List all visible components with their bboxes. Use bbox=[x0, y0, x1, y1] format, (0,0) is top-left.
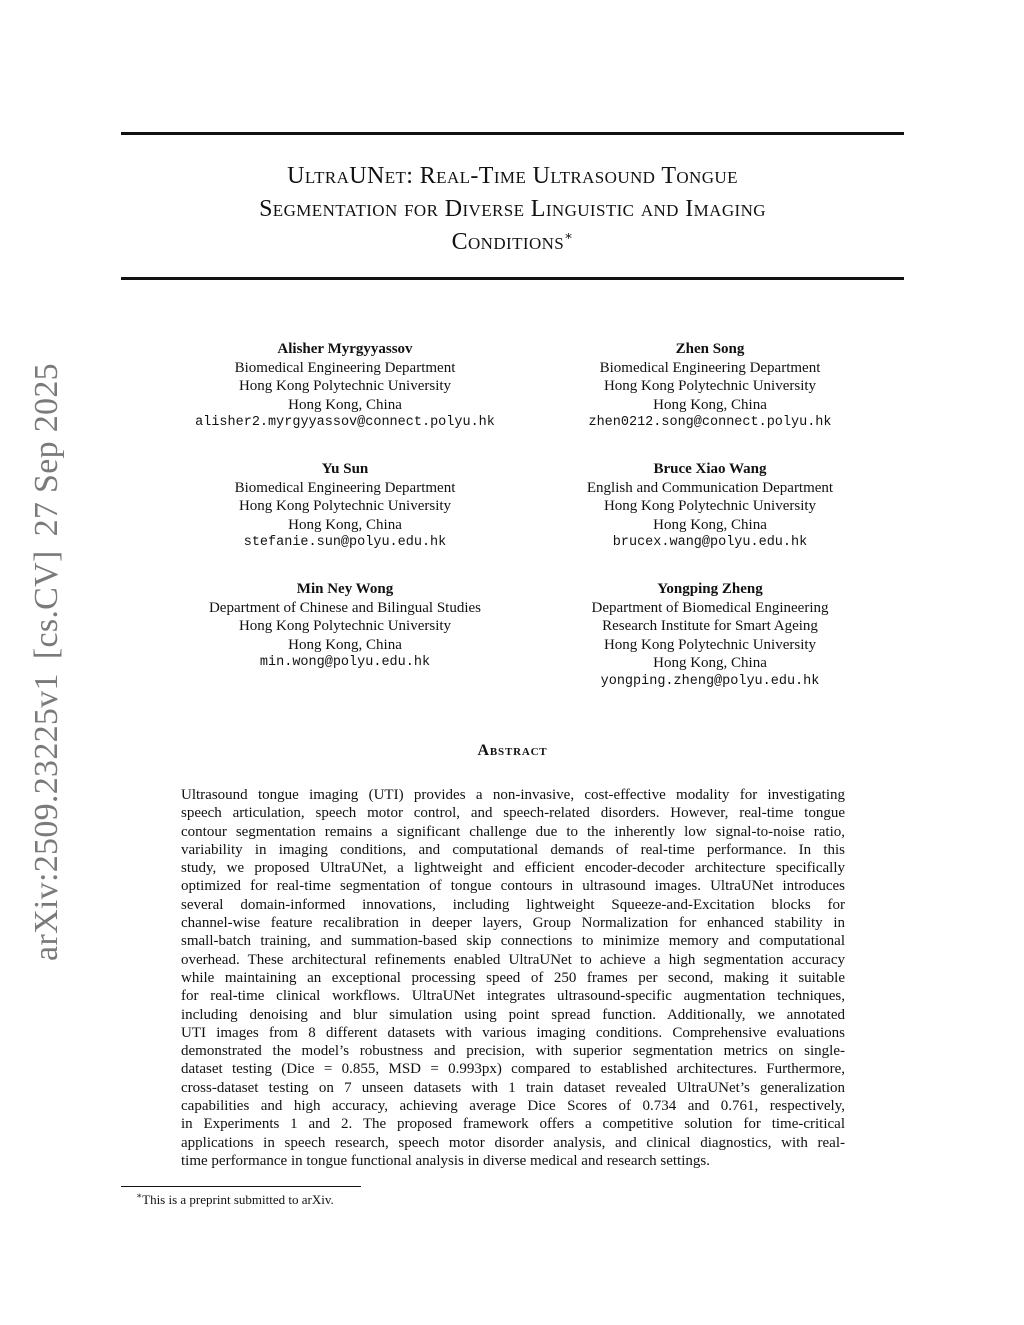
arxiv-sidebar-stamp bbox=[28, 363, 66, 961]
footnote-mark: ∗ bbox=[136, 1190, 143, 1201]
abstract-line: study, we proposed UltraUNet, a lightweight and efficient encoder-decoder architecture specifically bbox=[181, 860, 845, 877]
abstract-line: cross-dataset testing on 7 unseen datasets with 1 train dataset revealed UltraUNet’s generalization bbox=[181, 1079, 845, 1096]
author-block bbox=[500, 580, 920, 691]
paper-title bbox=[121, 160, 904, 259]
abstract-line: contour segmentation remains a significant challenge due to the inherently low signal-to-noise ratio, bbox=[181, 823, 845, 840]
author-block bbox=[135, 460, 555, 553]
title-line-3-text: Conditions bbox=[451, 229, 565, 255]
author-affiliation: Department of Biomedical Engineering bbox=[591, 599, 829, 616]
author-affiliation: Hong Kong, China bbox=[288, 516, 402, 533]
author-affiliation: Hong Kong Polytechnic University bbox=[238, 618, 452, 634]
abstract-line: for real-time clinical workflows. UltraUNet integrates ultrasound-specific augmentation techniques, bbox=[181, 988, 845, 1005]
author-email: yongping.zheng@polyu.edu.hk bbox=[600, 673, 820, 689]
abstract-line: overhead. These architectural refinements enabled UltraUNet to achieve a high segmentation accuracy bbox=[181, 951, 845, 968]
abstract-line: optimized for real-time segmentation of tongue contours in ultrasound images. UltraUNet introduces bbox=[181, 878, 845, 895]
abstract-line: including denoising and blur simulation using point spread function. Additionally, we annotated bbox=[181, 1006, 845, 1023]
abstract-line: several domain-informed innovations, including lightweight Squeeze-and-Excitation blocks for bbox=[181, 896, 845, 913]
title-line-1: UltraUNet: Real-Time Ultrasound Tongue bbox=[287, 163, 738, 189]
author-email: alisher2.myrgyyassov@connect.polyu.hk bbox=[195, 415, 495, 430]
abstract-line: speech articulation, speech motor control, and speech-related disorders. However, real-time tongue bbox=[181, 805, 845, 822]
author-affiliation: Biomedical Engineering Department bbox=[599, 359, 821, 376]
arxiv-date: 27 Sep 2025 bbox=[28, 363, 65, 537]
abstract-line: in Experiments 1 and 2. The proposed framework offers a competitive solution for time-critical bbox=[181, 1116, 845, 1133]
abstract-line: capabilities and high accuracy, achieving average Dice Scores of 0.734 and 0.761, respectively, bbox=[181, 1098, 845, 1115]
author-email: stefanie.sun@polyu.edu.hk bbox=[243, 535, 447, 550]
author-affiliation: Biomedical Engineering Department bbox=[234, 479, 456, 496]
footnote-text: This is a preprint submitted to arXiv. bbox=[142, 1192, 334, 1207]
author-block bbox=[500, 340, 920, 433]
author-affiliation: Hong Kong Polytechnic University bbox=[238, 498, 452, 514]
footnote-rule bbox=[121, 1186, 361, 1187]
author-affiliation: Hong Kong, China bbox=[653, 655, 767, 671]
author-name: Alisher Myrgyyassov bbox=[277, 341, 413, 357]
author-affiliation: Hong Kong, China bbox=[288, 396, 402, 413]
abstract-line: channel-wise feature recalibration in deeper layers, Group Normalization for enhanced stability in bbox=[181, 915, 845, 932]
title-line-2: Segmentation for Diverse Linguistic and Imaging bbox=[259, 196, 766, 222]
author-affiliation: Biomedical Engineering Department bbox=[234, 359, 456, 376]
abstract-heading: Abstract bbox=[477, 742, 548, 759]
abstract-line: variability in imaging conditions, and computational demands of real-time performance. In this bbox=[181, 841, 845, 858]
abstract-line: Ultrasound tongue imaging (UTI) provides a non-invasive, cost-effective modality for investigating bbox=[181, 787, 845, 803]
author-block bbox=[500, 460, 920, 553]
abstract-line: small-batch training, and summation-based skip connections to minimize memory and computational bbox=[181, 933, 845, 950]
title-footnote-mark: ∗ bbox=[564, 228, 574, 243]
author-block bbox=[135, 580, 555, 673]
author-affiliation: Hong Kong Polytechnic University bbox=[603, 498, 817, 514]
arxiv-category: [cs.CV] bbox=[28, 550, 65, 660]
author-affiliation: Department of Chinese and Bilingual Studies bbox=[208, 599, 482, 616]
abstract-body bbox=[181, 786, 845, 1170]
author-email: min.wong@polyu.edu.hk bbox=[259, 655, 431, 670]
author-block bbox=[135, 340, 555, 433]
title-line-3 bbox=[121, 226, 904, 259]
abstract-line: time performance in tongue functional analysis in diverse medical and research settings. bbox=[181, 1152, 710, 1169]
author-affiliation: Research Institute for Smart Ageing bbox=[602, 618, 818, 634]
author-name: Min Ney Wong bbox=[296, 581, 394, 597]
footnote bbox=[136, 1192, 334, 1208]
author-email: brucex.wang@polyu.edu.hk bbox=[612, 535, 808, 550]
author-affiliation: Hong Kong Polytechnic University bbox=[603, 378, 817, 394]
abstract-line: dataset testing (Dice = 0.855, MSD = 0.993px) compared to established architectures. Furthermore, bbox=[181, 1061, 845, 1078]
author-name: Yongping Zheng bbox=[657, 581, 763, 597]
author-affiliation: Hong Kong Polytechnic University bbox=[238, 378, 452, 394]
author-affiliation: Hong Kong, China bbox=[653, 396, 767, 413]
title-bottom-rule bbox=[121, 277, 904, 280]
author-email: zhen0212.song@connect.polyu.hk bbox=[588, 415, 832, 430]
author-affiliation: Hong Kong, China bbox=[653, 516, 767, 533]
abstract-line: demonstrated the model’s robustness and precision, with superior segmentation metrics on single- bbox=[181, 1043, 845, 1060]
author-affiliation: Hong Kong Polytechnic University bbox=[603, 636, 817, 653]
author-affiliation: English and Communication Department bbox=[586, 479, 834, 496]
author-name: Zhen Song bbox=[675, 341, 745, 357]
title-top-rule bbox=[121, 132, 904, 135]
abstract-line: UTI images from 8 different datasets with various imaging conditions. Comprehensive evaluations bbox=[181, 1024, 845, 1041]
arxiv-id: arXiv:2509.23225v1 bbox=[28, 673, 65, 961]
author-name: Yu Sun bbox=[321, 461, 369, 477]
author-name: Bruce Xiao Wang bbox=[653, 461, 767, 477]
abstract-line: applications in speech research, speech motor disorder analysis, and clinical diagnostics, with real- bbox=[181, 1134, 845, 1151]
abstract-line: while maintaining an exceptional processing speed of 250 frames per second, making it suitable bbox=[181, 969, 845, 986]
author-affiliation: Hong Kong, China bbox=[288, 636, 402, 653]
